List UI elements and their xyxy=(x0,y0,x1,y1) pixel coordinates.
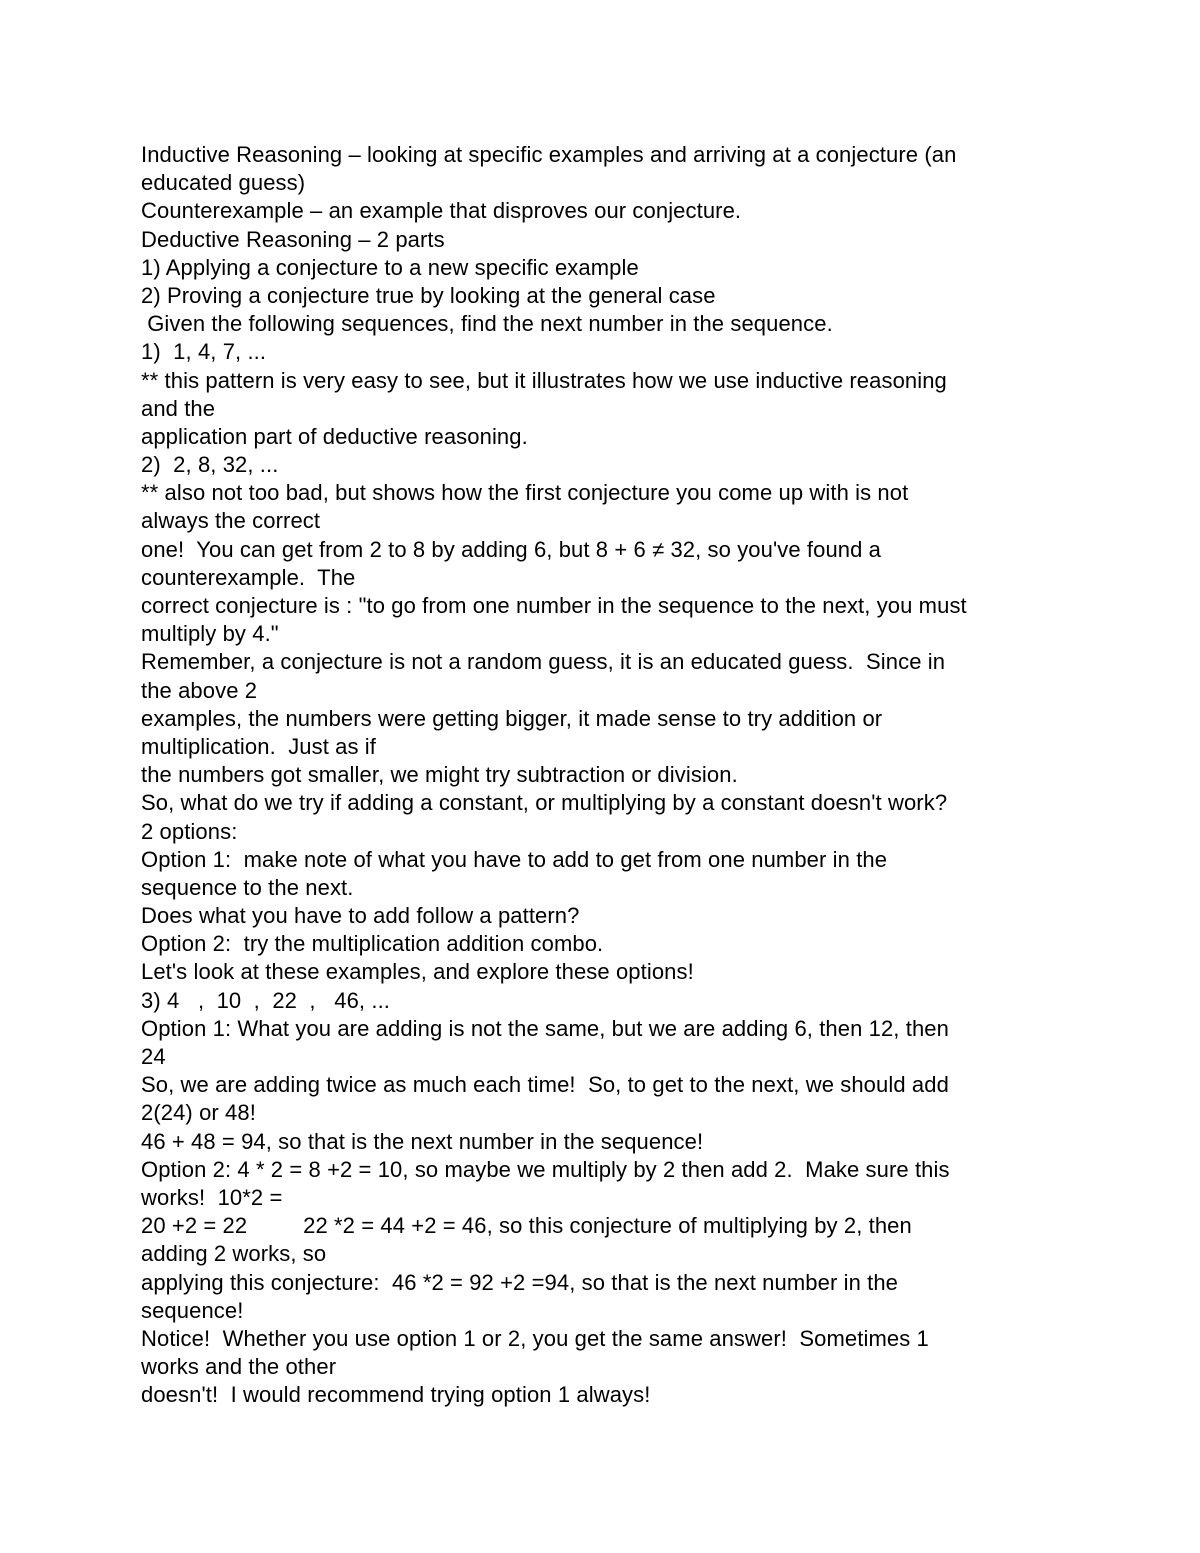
text-line: Option 2: 4 * 2 = 8 +2 = 10, so maybe we multiply by 2 then add 2. Make sure this xyxy=(141,1156,950,1182)
text-line: adding 2 works, so xyxy=(141,1241,327,1267)
text-line: correct conjecture is : "to go from one number in the sequence to the next, you must xyxy=(141,593,967,618)
text-line: Given the following sequences, find the next number in the sequence. xyxy=(141,311,833,337)
text-line: 2) Proving a conjecture true by looking at the general case xyxy=(141,282,716,308)
text-line: 20 +2 = 22 22 *2 = 44 +2 = 46, so this conjecture of multiplying by 2, then xyxy=(141,1213,912,1239)
text-line: ** also not too bad, but shows how the first conjecture you come up with is not xyxy=(141,480,909,506)
text-line: examples, the numbers were getting bigger, it made sense to try addition or xyxy=(141,705,883,731)
text-line: always the correct xyxy=(141,508,321,534)
text-line: 1) 1, 4, 7, ... xyxy=(141,339,267,365)
text-line: one! You can get from 2 to 8 by adding 6, but 8 + 6 ≠ 32, so you've found a xyxy=(141,536,882,562)
text-line: Remember, a conjecture is not a random guess, it is an educated guess. Since in xyxy=(141,649,946,675)
text-line: 1) Applying a conjecture to a new specific example xyxy=(141,254,639,280)
text-line: multiplication. Just as if xyxy=(141,733,377,759)
text-line: sequence! xyxy=(141,1297,244,1323)
text-line: counterexample. The xyxy=(141,564,356,590)
text-line: applying this conjecture: 46 *2 = 92 +2 =94, so that is the next number in the xyxy=(141,1269,898,1295)
text-line: the numbers got smaller, we might try subtraction or division. xyxy=(141,762,738,788)
text-line: ** this pattern is very easy to see, but it illustrates how we use inductive reasoning xyxy=(141,367,947,393)
text-line: Notice! Whether you use option 1 or 2, you get the same answer! Sometimes 1 xyxy=(141,1325,929,1351)
text-line: works and the other xyxy=(141,1354,337,1380)
text-line: Counterexample – an example that disproves our conjecture. xyxy=(141,198,742,224)
text-line: So, we are adding twice as much each time! So, to get to the next, we should add xyxy=(141,1072,949,1098)
text-line: 2(24) or 48! xyxy=(141,1100,256,1126)
text-line: Let's look at these examples, and explore these options! xyxy=(141,959,694,985)
text-line: Does what you have to add follow a pattern? xyxy=(141,903,580,929)
text-line: and the xyxy=(141,395,216,421)
text-line: educated guess) xyxy=(141,170,306,196)
text-line: 24 xyxy=(141,1044,166,1069)
text-line: application part of deductive reasoning. xyxy=(141,423,528,449)
text-line: Option 1: What you are adding is not the same, but we are adding 6, then 12, then xyxy=(141,1015,949,1041)
text-line: doesn't! I would recommend trying option 1 always! xyxy=(141,1382,651,1408)
text-line: Inductive Reasoning – looking at specific examples and arriving at a conjecture (an xyxy=(141,142,957,167)
text-line: 2) 2, 8, 32, ... xyxy=(141,452,279,478)
text-line: Option 1: make note of what you have to add to get from one number in the xyxy=(141,846,888,872)
text-line: works! 10*2 = xyxy=(141,1184,283,1210)
text-line: 3) 4 , 10 , 22 , 46, ... xyxy=(141,987,390,1013)
text-line: So, what do we try if adding a constant, or multiplying by a constant doesn't work? xyxy=(141,790,948,816)
text-line: sequence to the next. xyxy=(141,874,354,900)
text-line: 46 + 48 = 94, so that is the next number in the sequence! xyxy=(141,1128,704,1154)
text-line: the above 2 xyxy=(141,677,258,703)
text-line: 2 options: xyxy=(141,818,238,844)
text-line: Option 2: try the multiplication addition combo. xyxy=(141,931,604,957)
text-line: Deductive Reasoning – 2 parts xyxy=(141,226,445,252)
text-line: multiply by 4." xyxy=(141,621,279,647)
document-body xyxy=(141,141,1071,1409)
